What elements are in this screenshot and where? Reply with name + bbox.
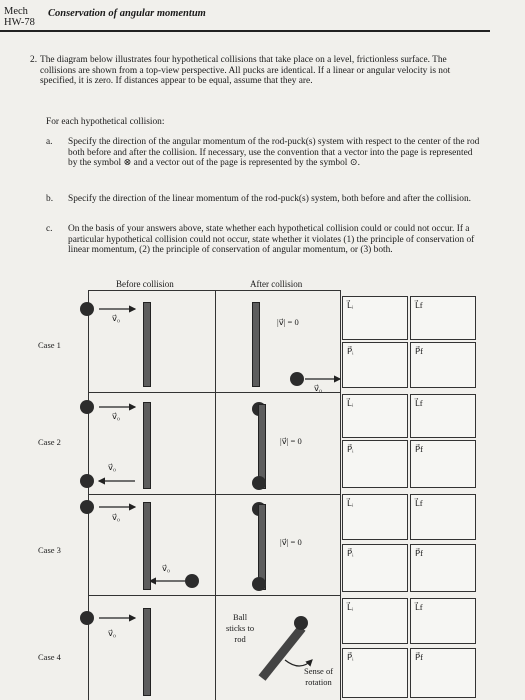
case3-before-top-puck [80,500,94,514]
case2-before-top-puck [80,400,94,414]
case2-before-bottom-puck [80,474,94,488]
for-each-line: For each hypothetical collision: [46,117,165,127]
case4-rotation-word: rotation [305,677,332,687]
homework-number: HW-78 [4,17,35,28]
case3-Li-label: L⃗ᵢ [347,498,354,508]
case2-before-top-v0: v⃗₀ [112,411,120,421]
case1-after-v0: v⃗₀ [314,383,322,393]
case4-Lf-label: L⃗f [415,602,423,612]
case-1-label: Case 1 [38,340,61,350]
case1-before-puck [80,302,94,316]
case4-Pf-label: P⃗f [415,652,423,662]
after-collision-header: After collision [250,279,303,289]
case4-Pi-label: P⃗ᵢ [347,652,354,662]
case2-Li-label: L⃗ᵢ [347,398,354,408]
page-title: Conservation of angular momentum [48,8,206,19]
case1-Li-label: L⃗ᵢ [347,300,354,310]
case3-before-bottom-v0: v⃗₀ [162,563,170,573]
case4-sense-note [304,666,333,688]
case2-Pi-label: P⃗ᵢ [347,444,354,454]
case4-ball-sticks-note [226,612,254,645]
case1-Pf-label: P⃗f [415,346,423,356]
case2-after-vzero: |v⃗| = 0 [280,436,302,446]
case3-before-rod [143,502,151,590]
case-2-label: Case 2 [38,437,61,447]
case4-sticks-word: sticks to [226,623,255,633]
case3-before-bottom-puck [185,574,199,588]
case4-after-tilted-rod [262,628,302,678]
case2-before-rod [143,402,151,489]
course-name: Mech [4,6,28,17]
case4-before-v0: v⃗₀ [108,628,116,638]
case4-sense-word: Sense of [304,666,334,676]
case1-after-rod [252,302,260,387]
case3-after-bottom-puck [252,577,266,591]
case3-after-vzero: |v⃗| = 0 [280,537,302,547]
case2-Pf-label: P⃗f [415,444,423,454]
case1-before-v0: v⃗₀ [112,313,120,323]
case3-before-top-v0: v⃗₀ [112,512,120,522]
part-c-label: c. [46,224,53,234]
case1-after-vzero: |v⃗| = 0 [277,317,299,327]
case1-Pi-label: P⃗ᵢ [347,346,354,356]
case4-rod-word: rod [234,634,246,644]
case4-before-rod [143,608,151,696]
case3-Lf-label: L⃗f [415,498,423,508]
part-a-text: Specify the direction of the angular momentum of the rod-puck(s) system with respect to the center of the rod both before and after the collision. If necessary, use the convention that a vector into the page is represented by the symbol ⊗ and a vector out of the page is represented by the symbol ⊙. [68,137,480,169]
case4-before-puck [80,611,94,625]
case4-Li-label: L⃗ᵢ [347,602,354,612]
case1-after-puck [290,372,304,386]
case4-ball-word: Ball [232,612,248,622]
case1-Lf-label: L⃗f [415,300,423,310]
case-4-label: Case 4 [38,652,61,662]
part-c-text: On the basis of your answers above, state whether each hypothetical collision could or could not occur. If a particular hypothetical collision could not occur, state whether it violates (1) the principle of conservation of linear momentum, (2) the principle of conservation of angular momentum, or (3) both. [68,224,475,256]
case2-Lf-label: L⃗f [415,398,423,408]
problem-number: 2. [30,55,38,65]
case3-Pf-label: P⃗f [415,548,423,558]
case1-before-rod [143,302,151,387]
before-collision-header: Before collision [116,279,174,289]
case2-after-bottom-puck [252,476,266,490]
part-b-text: Specify the direction of the linear momentum of the rod-puck(s) system, both before and after the collision. [68,194,472,204]
problem-intro: The diagram below illustrates four hypothetical collisions that take place on a level, frictionless surface. The collisions are shown from a top-view perspective. All pucks are identical. If a linear or angular velocity is not specified, it is zero. If distances appear to be equal, assume that they are. [40,55,451,87]
case4-after-puck [294,616,308,630]
case2-before-bottom-v0: v⃗₀ [108,462,116,472]
case-3-label: Case 3 [38,545,61,555]
part-a-label: a. [46,137,53,147]
case3-Pi-label: P⃗ᵢ [347,548,354,558]
part-b-label: b. [46,194,54,204]
